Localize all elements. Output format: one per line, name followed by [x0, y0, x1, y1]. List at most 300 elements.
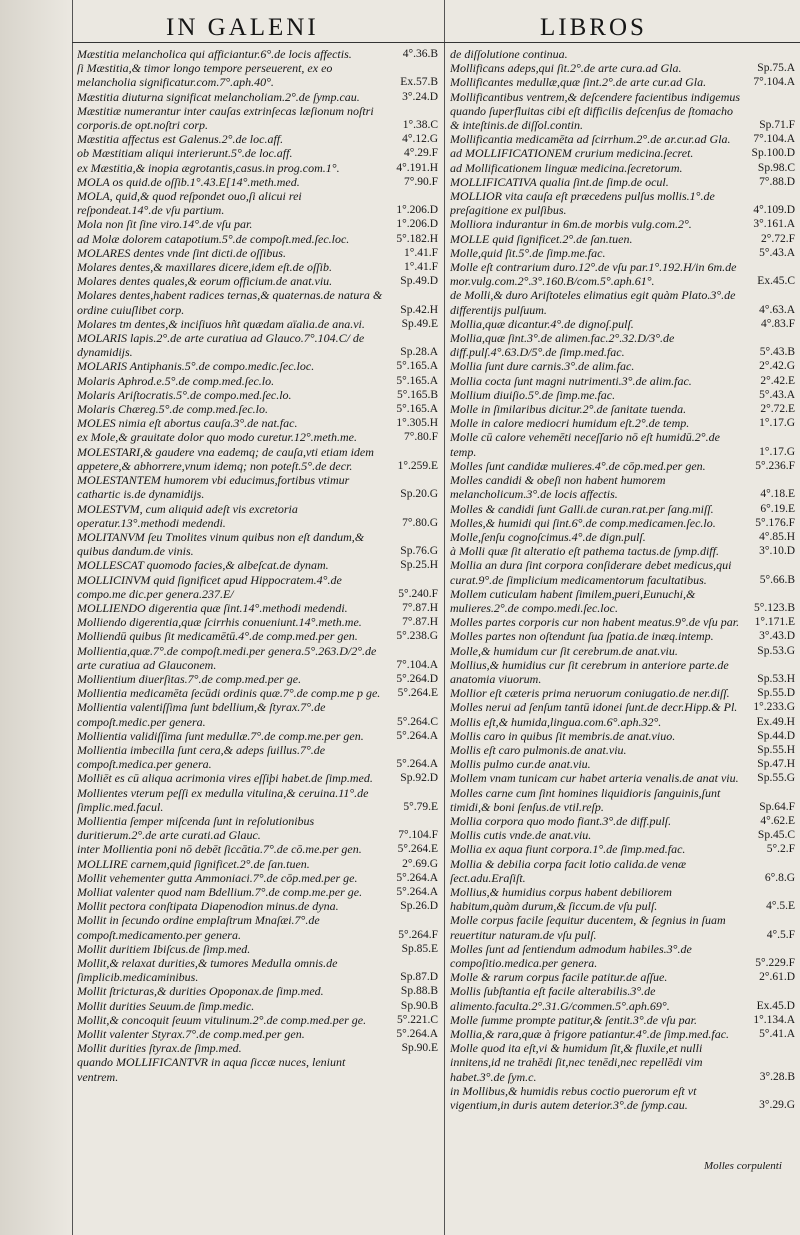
index-entry — [450, 1027, 795, 1041]
index-entry — [77, 161, 438, 175]
index-entry — [450, 246, 795, 260]
entry-reference: 5°.79.E — [403, 800, 438, 813]
entry-reference: 5°.43.A — [759, 246, 795, 259]
entry-text: Mæstitia diuturna significat melancholiam.2°.de ſymp.cau. — [77, 89, 360, 104]
index-entry — [450, 516, 795, 530]
index-entry — [77, 217, 438, 231]
entry-reference: Sp.49.E — [401, 317, 438, 330]
entry-reference: 5°.165.A — [396, 403, 438, 416]
entry-text: Molle cū calore vehemēti neceſſario nō eſt humidū.2°.de temp. — [450, 430, 720, 459]
entry-reference: Sp.71.F — [759, 119, 795, 132]
entry-text: Mollia,quæ dicantur.4°.de dignoſ.pulſ. — [450, 316, 634, 331]
entry-reference: 3°.28.B — [759, 1070, 795, 1083]
index-entry — [450, 217, 795, 231]
entry-text: Molles ſunt ad ſentiendum admodum habiles.3°.de compoſitio.medica.per genera. — [450, 941, 692, 970]
entry-text: Molle in calore mediocri humidum eſt.2°.de temp. — [450, 416, 690, 431]
entry-text: ob Mæstitiam aliqui interierunt.5°.de loc.aff. — [77, 146, 293, 161]
index-entry — [77, 686, 438, 700]
index-entry — [450, 374, 795, 388]
index-entry — [77, 885, 438, 899]
index-entry — [77, 530, 438, 558]
index-entry — [450, 61, 795, 75]
entry-text: Molles ſunt candidæ mulieres.4°.de cōp.med.per gen. — [450, 458, 706, 473]
index-entry — [77, 175, 438, 189]
index-entry — [450, 729, 795, 743]
left-index-column — [77, 47, 438, 1157]
running-header — [0, 6, 800, 42]
entry-reference: 5°.182.H — [396, 232, 438, 245]
entry-reference: Sp.85.E — [401, 942, 438, 955]
index-entry — [450, 189, 795, 217]
entry-text: Mollit vehementer gutta Ammoniaci.7°.de cōp.med.per ge. — [77, 870, 358, 885]
index-entry — [450, 970, 795, 984]
entry-text: Molliēt es cū aliqua acrimonia vires eſſiþi habet.de ſimp.med. — [77, 771, 373, 786]
entry-reference: 5°.165.A — [396, 374, 438, 387]
entry-text: Molares dentes quales,& eorum officium.de anat.viu. — [77, 274, 333, 289]
index-entry — [450, 530, 795, 544]
index-entry — [77, 743, 438, 771]
index-entry — [450, 658, 795, 686]
index-entry — [77, 317, 438, 331]
entry-reference: 5°.165.B — [396, 388, 438, 401]
entry-text: Molles & candidi ſunt Galli.de curan.rat.per ſang.miſſ. — [450, 501, 714, 516]
index-entry — [450, 430, 795, 458]
entry-reference: 5°.165.A — [396, 360, 438, 373]
entry-text: Molle & rarum corpus facile patitur.de aſſue. — [450, 970, 668, 985]
index-entry — [450, 786, 795, 814]
entry-text: Mollius,& humidius corpus habent debiliorem habitum,quàm durum,& ſiccum.de vſu pulſ. — [450, 884, 672, 914]
index-entry — [450, 459, 795, 473]
index-entry — [77, 558, 438, 572]
entry-text: Molaris Ariſtocratis.5°.de compo.med.ſec.lo. — [77, 387, 292, 402]
index-entry — [77, 430, 438, 444]
entry-text: Mollia,& rara,quæ à frigore patiantur.4°.de ſimp.med.fac. — [450, 1027, 730, 1042]
entry-reference: 7°.80.F — [404, 431, 438, 444]
entry-text: Mollis eſt,& humida,lingua.com.6°.aph.32°. — [450, 714, 662, 729]
entry-text: Molle,& humidum cur ſit cerebrum.de anat.viu. — [450, 643, 678, 658]
entry-text: Mollit valenter Styrax.7°.de comp.med.per gen. — [77, 1027, 305, 1042]
entry-text: Mollientia medicamēta ſecūdi ordinis quæ.7°.de comp.me p ge. — [77, 686, 381, 701]
entry-text: Molliat valenter quod nam Bdellium.7°.de comp.me.per ge. — [77, 884, 363, 899]
entry-text: de Molli,& duro Ariſtoteles elimatius egit quàm Plato.3°.de differentijs pulſuum. — [450, 288, 736, 317]
entry-reference: Ex.49.H — [756, 715, 795, 728]
index-entry — [450, 473, 795, 501]
catchword: Molles corpulenti — [704, 1160, 782, 1172]
index-entry — [450, 984, 795, 1012]
entry-text: inter Mollientia poni nō debēt ſiccātia.7°.de cō.me.per gen. — [77, 842, 362, 857]
entry-text: Mollificantes medullæ,quæ ſint.2°.de arte cur.ad Gla. — [450, 75, 707, 90]
entry-reference: Sp.42.H — [400, 303, 438, 316]
entry-reference: 1°.134.A — [753, 1013, 795, 1026]
entry-text: Molle quod ita eſt,vi & humidum ſit,& fluxile,et nulli innitens,id ne trahēdi ſit,nec tenēdi,nec repellēdi vim habet.3°.de ſym.c. — [450, 1041, 703, 1084]
entry-reference: Sp.55.D — [757, 687, 795, 700]
entry-reference: Sp.53.G — [757, 644, 795, 657]
index-entry — [77, 189, 438, 217]
entry-text: Molle corpus facile ſequitur ducentem, & ſegnius in ſuam reuertitur naturam.de vſu pulſ. — [450, 913, 726, 942]
entry-text: in Mollibus,& humidis rebus coctio puerorum eſt vt vigentium,in duris autem deterior.3°.de ſymp.cau. — [450, 1083, 697, 1113]
entry-text: MOLES nimia eſt abortus cauſa.3°.de nat.fac. — [77, 416, 298, 431]
entry-text: Molles partes corporis cur non habent meatus.9°.de vſu par. — [450, 615, 740, 630]
entry-text: MOLESTANTEM humorem vbi educimus,fortibus vtimur cathartic is.de dynamidijs. — [77, 473, 350, 502]
entry-reference: Sp.76.G — [400, 545, 438, 558]
index-entry — [77, 331, 438, 359]
entry-reference: 5°.264.A — [396, 758, 438, 771]
index-entry — [450, 743, 795, 757]
index-entry — [77, 445, 438, 473]
index-entry — [77, 814, 438, 842]
index-entry — [450, 587, 795, 615]
entry-reference: 3°.24.D — [402, 90, 438, 103]
index-entry — [450, 317, 795, 331]
index-entry — [450, 1084, 795, 1112]
entry-text: Mollem vnam tunicam cur habet arteria venalis.de anat viu. — [450, 771, 739, 786]
entry-text: Mollit,& relaxat durities,& tumores Medulla omnis.de ſimplicib.medicaminibus. — [77, 956, 338, 985]
index-entry — [77, 473, 438, 501]
entry-text: Molle,ſenſu cognoſcimus.4°.de dign.pulſ. — [450, 529, 646, 544]
index-entry — [450, 913, 795, 941]
index-entry — [77, 771, 438, 785]
index-entry — [450, 161, 795, 175]
entry-reference: 1°.17.G — [759, 445, 795, 458]
entry-reference: 5°.2.F — [766, 843, 795, 856]
entry-reference: Ex.57.B — [400, 76, 438, 89]
entry-reference: 4°.85.H — [759, 530, 795, 543]
index-entry — [77, 842, 438, 856]
entry-reference: Sp.20.G — [400, 488, 438, 501]
index-entry — [77, 615, 438, 629]
index-entry — [450, 388, 795, 402]
index-entry — [450, 132, 795, 146]
entry-text: Molle ſumme prompte patitur,& ſentit.3°.de vſu par. — [450, 1012, 697, 1027]
index-entry — [77, 359, 438, 373]
header-left: IN GALENI — [166, 14, 319, 41]
index-entry — [77, 274, 438, 288]
entry-reference: Sp.90.E — [401, 1042, 438, 1055]
entry-reference: 5°.264.C — [396, 715, 438, 728]
entry-text: Mollientia,quæ.7°.de compoſt.medi.per genera.5°.263.D/2°.de arte curatiua ad Glauconem. — [77, 643, 377, 672]
entry-text: Mollit,& concoquit ſeuum vitulinum.2°.de comp.med.per ge. — [77, 1012, 367, 1027]
entry-reference: Sp.64.F — [759, 800, 795, 813]
index-entry — [450, 885, 795, 913]
entry-reference: 1°.41.F — [404, 261, 438, 274]
index-entry — [77, 913, 438, 941]
entry-text: Mollit ſtricturas,& durities Opoponax.de ſimp.med. — [77, 984, 324, 999]
entry-text: Mollientium diuerſitas.7°.de comp.med.per ge. — [77, 671, 302, 686]
index-entry — [450, 629, 795, 643]
index-entry — [450, 857, 795, 885]
entry-text: Mollia corpora quo modo fiant.3°.de diff.pulſ. — [450, 813, 672, 828]
entry-text: MOLARES dentes vnde ſint dicti.de oſſibus. — [77, 245, 286, 260]
index-entry — [77, 1013, 438, 1027]
entry-text: Mollem cuticulam habent ſimilem,pueri,Eunuchi,& mulieres.2°.de compo.medi.ſec.loc. — [450, 586, 696, 615]
entry-reference: Sp.26.D — [400, 900, 438, 913]
index-entry — [77, 402, 438, 416]
entry-text: Molle eſt contrarium duro.12°.de vſu par.1°.192.H/in 6m.de mor.vulg.com.2°.3°.160.B/com.5°.aph.61°. — [450, 260, 737, 289]
entry-reference: 7°.90.F — [404, 175, 438, 188]
entry-reference: 1°.233.G — [753, 701, 795, 714]
entry-reference: 5°.123.B — [753, 601, 795, 614]
index-entry — [450, 544, 795, 558]
entry-text: Mollia & debilia corpa facit lotio calida.de venæ ſect.adu.Eraſiſt. — [450, 856, 686, 885]
index-entry — [77, 573, 438, 601]
index-entry — [77, 601, 438, 615]
entry-reference: 4°.63.A — [759, 303, 795, 316]
entry-reference: 5°.264.A — [396, 885, 438, 898]
entry-reference: 2°.69.G — [402, 857, 438, 870]
index-entry — [450, 331, 795, 359]
entry-reference: 5°.43.B — [759, 346, 795, 359]
index-entry — [450, 90, 795, 133]
entry-text: MOLLESCAT quomodo facies,& albeſcat.de dynam. — [77, 558, 329, 573]
index-entry — [77, 984, 438, 998]
entry-reference: 5°.236.F — [755, 459, 795, 472]
entry-reference: 5°.66.B — [759, 573, 795, 586]
index-entry — [450, 558, 795, 586]
entry-reference: Sp.92.D — [400, 772, 438, 785]
entry-reference: 7°.104.A — [753, 133, 795, 146]
entry-text: Mollia,quæ ſint.3°.de alimen.fac.2°.32.D/3°.de diff.pulſ.4°.63.D/5°.de ſimp.med.fac. — [450, 331, 675, 360]
entry-text: Mollientia ſemper miſcenda ſunt in reſolutionibus duritierum.2°.de arte curati.ad Glauc. — [77, 813, 315, 843]
entry-text: Mollis ſubſtantia eſt facile alterabilis.3°.de alimento.faculta.2°.31.G/commen.5°.aph.69°. — [450, 984, 670, 1013]
entry-reference: Sp.44.D — [757, 729, 795, 742]
entry-reference: 3°.29.G — [759, 1099, 795, 1112]
entry-reference: Ex.45.D — [756, 999, 795, 1012]
entry-text: MOLA, quid,& quod reſpondet ouo,ſi alicui rei reſpondeat.14°.de vſu partium. — [77, 189, 302, 218]
entry-text: Mollit durities ſtyrax.de ſimp.med. — [77, 1041, 242, 1056]
entry-text: MOLITANVM ſeu Tmolites vinum quibus non eſt dandum,& quibus dandum.de vinis. — [77, 529, 365, 559]
entry-text: Mæstitia melancholica qui afficiantur.6°.de locis affectis. — [77, 47, 352, 61]
entry-reference: 7°.88.D — [759, 175, 795, 188]
entry-text: Mollia an dura ſint corpora conſiderare debet medicus,qui curat.9°.de ſimplicium medicamentorum facultatibus. — [450, 558, 732, 587]
entry-reference: 4°.191.H — [396, 161, 438, 174]
index-entry — [450, 175, 795, 189]
entry-reference: Sp.53.H — [757, 672, 795, 685]
entry-reference: Sp.100.D — [751, 147, 795, 160]
index-entry — [77, 1041, 438, 1055]
entry-text: Molares tm dentes,& inciſiuos hñt quædam aïalia.de ana.vi. — [77, 316, 365, 331]
entry-reference: Sp.55.H — [757, 743, 795, 756]
index-entry — [450, 828, 795, 842]
entry-reference: 4°.109.D — [753, 204, 795, 217]
entry-reference: Sp.55.G — [757, 772, 795, 785]
entry-reference: 5°.264.A — [396, 871, 438, 884]
entry-reference: 6°.19.E — [760, 502, 795, 515]
index-entry — [77, 871, 438, 885]
entry-text: quando MOLLIFICANTVR in aqua ſiccæ nuces, leniunt ventrem. — [77, 1055, 346, 1084]
entry-reference: 3°.43.D — [759, 630, 795, 643]
entry-text: ad Molæ dolorem catapotium.5°.de compoſt.med.ſec.loc. — [77, 231, 350, 246]
index-entry — [450, 1041, 795, 1084]
entry-reference: Sp.28.A — [400, 346, 438, 359]
index-entry — [450, 75, 795, 89]
index-entry — [450, 644, 795, 658]
entry-text: Mollis eſt caro pulmonis.de anat.viu. — [450, 742, 627, 757]
entry-text: Mollia cocta ſunt magni nutrimenti.3°.de alim.fac. — [450, 373, 692, 388]
entry-reference: 1°.206.D — [396, 218, 438, 231]
entry-text: Molles nerui ad ſenſum tantū idonei ſunt.de decr.Hipp.& Pl. — [450, 700, 738, 715]
entry-reference: 5°.264.A — [396, 729, 438, 742]
index-entry — [450, 814, 795, 828]
entry-reference: 7°.104.F — [398, 829, 438, 842]
entry-reference: 5°.229.F — [755, 957, 795, 969]
index-entry — [77, 232, 438, 246]
entry-text: Molles carne cum ſint homines liquidioris ſanguinis,ſunt timidi,& boni ſenſus.de vtil.reſp. — [450, 785, 721, 814]
entry-text: Mollificantia medicamēta ad ſcirrhum.2°.de ar.cur.ad Gla. — [450, 132, 731, 147]
entry-reference: 2°.61.D — [759, 971, 795, 984]
entry-reference: 5°.238.G — [396, 630, 438, 643]
entry-reference: 4°.62.E — [760, 814, 795, 827]
entry-text: Mollis cutis vnde.de anat.viu. — [450, 828, 592, 843]
index-entry — [77, 104, 438, 132]
entry-reference: 5°.240.F — [398, 587, 438, 600]
entry-text: Molaris Chæreg.5°.de comp.med.ſec.lo. — [77, 402, 268, 417]
entry-text: ex Mæstitia,& inopia ægrotantis,casus.in prog.com.1°. — [77, 160, 340, 175]
entry-reference: Sp.25.H — [400, 559, 438, 572]
index-entry — [77, 132, 438, 146]
entry-reference: Sp.98.C — [757, 161, 795, 174]
entry-text: ex Mole,& grauitate dolor quo modo curetur.12°.meth.me. — [77, 430, 357, 445]
entry-reference: 3°.161.A — [753, 218, 795, 231]
index-entry — [77, 857, 438, 871]
entry-reference: 5°.43.A — [759, 388, 795, 401]
entry-reference: 6°.8.G — [764, 871, 795, 884]
index-entry — [450, 771, 795, 785]
entry-text: Mollientes vterum peſſi ex medulla vitulina,& ceruina.11°.de ſimplic.med.facul. — [77, 785, 369, 814]
entry-reference: Sp.90.B — [400, 999, 438, 1012]
entry-reference: Sp.87.D — [400, 971, 438, 984]
entry-text: Mollium diuiſio.5°.de ſimp.me.fac. — [450, 387, 616, 402]
entry-reference: 1°.17.G — [759, 417, 795, 430]
entry-reference: 7°.104.A — [753, 76, 795, 89]
entry-text: Mollit duritiem Ibiſcus.de ſimp.med. — [77, 941, 251, 956]
entry-text: MOLLIOR vita cauſa eſt præcedens pulſus mollis.1°.de preſagitione ex pulſibus. — [450, 189, 715, 218]
header-rule — [72, 42, 800, 43]
index-entry — [77, 899, 438, 913]
entry-text: Molle in ſimilaribus dicitur.2°.de ſanitate tuenda. — [450, 402, 687, 417]
index-entry — [450, 232, 795, 246]
entry-text: Molliora indurantur in 6m.de morbis vulg.com.2°. — [450, 217, 692, 232]
index-entry — [450, 715, 795, 729]
entry-reference: 2°.72.E — [760, 403, 795, 416]
entry-reference: 5°.264.D — [396, 672, 438, 685]
index-entry — [77, 416, 438, 430]
index-entry — [77, 999, 438, 1013]
entry-text: Mæstitiæ numerantur inter cauſas extrinſecas læſionum noſtri corporis.de opt.noſtri corp. — [77, 103, 374, 133]
entry-reference: 4°.5.F — [766, 928, 795, 941]
entry-reference: 4°.83.F — [761, 317, 795, 330]
index-entry — [450, 47, 795, 61]
index-entry — [450, 700, 795, 714]
entry-reference: Sp.75.A — [757, 62, 795, 75]
entry-text: MOLLE quid ſignificet.2°.de ſan.tuen. — [450, 231, 633, 246]
index-entry — [77, 644, 438, 672]
index-entry — [77, 942, 438, 956]
entry-reference: 7°.80.G — [402, 516, 438, 529]
entry-text: à Molli quæ ſit alteratio eſt pathema tactus.de ſymp.diff. — [450, 544, 719, 559]
index-entry — [77, 700, 438, 728]
index-entry — [450, 416, 795, 430]
index-entry — [450, 686, 795, 700]
entry-text: ſi Mæstitia,& timor longo tempore perseuerent, ex eo melancholia significatur.com.7°.aph.40°. — [77, 61, 333, 90]
index-entry — [450, 260, 795, 288]
entry-text: Molares dentes,habent radices ternas,& quaternas.de natura & ordine cuiuſlibet corp. — [77, 288, 383, 317]
entry-reference: 4°.5.E — [766, 900, 795, 913]
entry-reference: 4°.36.B — [402, 48, 438, 60]
entry-text: Mollis pulmo cur.de anat.viu. — [450, 757, 591, 772]
entry-text: Mollior eſt cæteris prima neruorum coniugatio.de ner.diſſ. — [450, 686, 730, 701]
entry-reference: 5°.41.A — [759, 1028, 795, 1041]
index-entry — [77, 786, 438, 814]
index-entry — [77, 246, 438, 260]
entry-reference: 5°.221.C — [396, 1013, 438, 1026]
index-entry — [77, 90, 438, 104]
entry-reference: 2°.42.G — [759, 360, 795, 373]
entry-text: Mollis caro in quibus ſit membris.de anat.viuo. — [450, 728, 676, 743]
entry-text: de diſſolutione continua. — [450, 47, 568, 61]
entry-text: ad MOLLIFICATIONEM crurium medicina.ſecret. — [450, 146, 694, 161]
index-entry — [77, 502, 438, 530]
entry-reference: Sp.88.B — [400, 985, 438, 998]
index-entry — [77, 672, 438, 686]
entry-text: MOLLIENDO digerentia quæ ſint.14°.methodi medendi. — [77, 600, 348, 615]
index-entry — [450, 757, 795, 771]
entry-text: Mollificantibus ventrem,& deſcendere facientibus indigemus quando ſuperfluitas cibi eſt difficilis deſcenſus de ſtomacho & inteſtinis.de diſſol.contin. — [450, 89, 741, 133]
entry-text: Mollientia valentiſſima ſunt bdellium,& ſtyrax.7°.de compoſt.medic.per genera. — [77, 700, 326, 729]
entry-text: Molles candidi & obeſi non habent humorem melancholicum.3°.de locis affectis. — [450, 473, 666, 502]
entry-reference: Sp.49.D — [400, 275, 438, 288]
entry-text: Mollientia imbecilla ſunt cera,& adeps ſuillus.7°.de compoſt.medica.per genera. — [77, 742, 326, 772]
entry-text: MOLLIFICATIVA qualia ſint.de ſimp.de ocul. — [450, 174, 669, 189]
index-entry — [77, 61, 438, 89]
entry-text: MOLA os quid.de oſſib.1°.43.E[14°.meth.med. — [77, 174, 300, 189]
entry-reference: 4°.29.F — [404, 147, 438, 160]
index-entry — [77, 1027, 438, 1041]
entry-text: Mollientia validiſſima ſunt medullæ.7°.de comp.me.per gen. — [77, 728, 364, 743]
entry-text: Mæstitia affectus est Galenus.2°.de loc.aff. — [77, 132, 284, 147]
index-entry — [77, 374, 438, 388]
index-entry — [77, 288, 438, 316]
entry-reference: 5°.264.E — [397, 843, 438, 856]
index-entry — [450, 502, 795, 516]
entry-text: Molaris Aphrod.e.5°.de comp.med.ſec.lo. — [77, 373, 275, 388]
index-entry — [450, 402, 795, 416]
index-entry — [450, 942, 795, 970]
entry-text: ad Mollificationem linguæ medicina.ſecretorum. — [450, 160, 683, 175]
entry-reference: Sp.45.C — [757, 829, 795, 842]
entry-text: Molares dentes,& maxillares dicere,idem eſt.de oſſib. — [77, 260, 332, 275]
entry-text: Mollius,& humidius cur ſit cerebrum in anteriore parte.de anatomia viuorum. — [450, 657, 729, 686]
entry-text: Mollit in ſecundo ordine emplaſtrum Mnaſæi.7°.de compoſt.medicamento.per genera. — [77, 913, 320, 942]
entry-reference: 5°.176.F — [755, 516, 795, 529]
entry-reference: 7°.87.H — [402, 601, 438, 614]
entry-reference: 1°.305.H — [396, 417, 438, 430]
index-entry — [77, 388, 438, 402]
entry-text: Mollit durities Seuum.de ſimp.medic. — [77, 998, 255, 1013]
index-entry — [77, 956, 438, 984]
entry-text: Molliendū quibus ſit medicamētū.4°.de comp.med.per gen. — [77, 629, 358, 644]
index-entry — [450, 288, 795, 316]
index-entry — [77, 146, 438, 160]
index-entry — [77, 260, 438, 274]
entry-text: Molles,& humidi qui ſint.6°.de comp.medicamen.ſec.lo. — [450, 515, 716, 530]
entry-reference: 2°.72.F — [761, 232, 795, 245]
index-entry — [77, 47, 438, 61]
index-entry — [77, 729, 438, 743]
left-margin-rule — [72, 0, 73, 1235]
index-entry — [450, 359, 795, 373]
entry-reference: 5°.264.E — [397, 687, 438, 700]
index-entry — [450, 1013, 795, 1027]
